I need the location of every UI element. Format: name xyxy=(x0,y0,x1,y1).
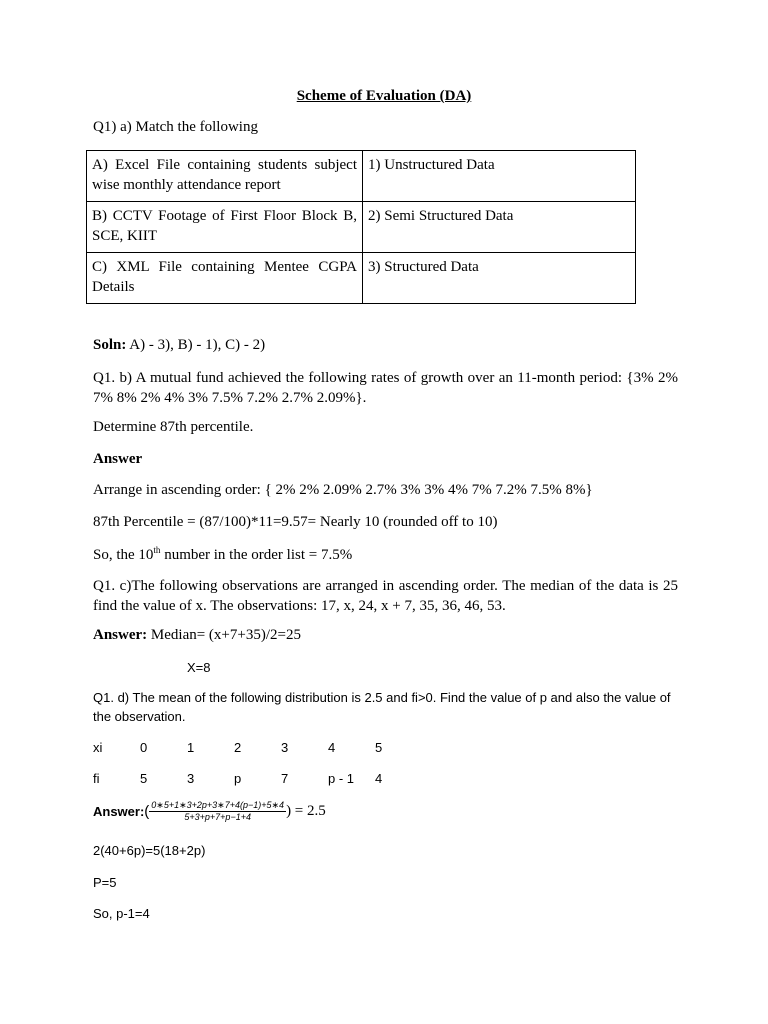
table-cell-left: B) CCTV Footage of First Floor Block B, SCE, KIIT xyxy=(87,202,363,253)
conclusion-sup: th xyxy=(153,545,161,555)
q1a-heading: Q1) a) Match the following xyxy=(93,119,258,135)
table-row xyxy=(87,253,636,304)
match-table xyxy=(86,150,636,304)
xi-cell: xi xyxy=(93,740,103,755)
soln-label: Soln: xyxy=(93,337,127,353)
table-row xyxy=(87,202,636,253)
table-cell-right: 3) Structured Data xyxy=(363,253,636,304)
page-title: Scheme of Evaluation (DA) xyxy=(296,88,472,104)
conclusion-suffix: number in the order list = 7.5% xyxy=(160,547,353,563)
fi-cell: 5 xyxy=(140,771,148,786)
fraction-denominator: 5+3+p+7+p−1+4 xyxy=(184,812,251,822)
q1b-determine: Determine 87th percentile. xyxy=(93,419,254,435)
table-cell-left: C) XML File containing Mentee CGPA Details xyxy=(87,253,363,304)
fi-row xyxy=(93,771,422,786)
q1c-answer xyxy=(93,627,301,644)
q1c-answer-label: Answer: xyxy=(93,627,148,643)
xi-cell: 0 xyxy=(140,740,148,755)
table-cell-left: A) Excel File containing students subject wise monthly attendance report xyxy=(87,151,363,202)
q1a-solution xyxy=(93,337,265,354)
q1d-step2: P=5 xyxy=(93,875,117,890)
q1b-question: Q1. b) A mutual fund achieved the following rates of growth over an 11-month period: {3% 2% 7% 8% 2% 4% 3% 7.5% 7.2% 2.7% 2.09%}. xyxy=(93,370,678,406)
q1d-answer-label: Answer: xyxy=(93,804,145,819)
equation-result: ) = 2.5 xyxy=(286,803,326,819)
q1d-answer-equation xyxy=(93,800,326,823)
table-cell-right: 2) Semi Structured Data xyxy=(363,202,636,253)
q1c-question: Q1. c)The following observations are arranged in ascending order. The median of the data is 25 find the value of x. The observations: 17, x, 24, x + 7, 35, 36, 46, 53. xyxy=(93,578,678,614)
fraction-numerator: 0∗5+1∗3+2p+3∗7+4(p−1)+5∗4 xyxy=(151,800,285,810)
soln-text: A) - 3), B) - 1), C) - 2) xyxy=(126,337,266,353)
q1d-question: Q1. d) The mean of the following distribution is 2.5 and fi>0. Find the value of p and also the value of the observation. xyxy=(93,690,671,724)
xi-cell: 3 xyxy=(281,740,289,755)
xi-row xyxy=(93,740,422,755)
q1d-step1: 2(40+6p)=5(18+2p) xyxy=(93,843,206,858)
q1b-conclusion xyxy=(93,545,352,564)
q1b-answer-label: Answer xyxy=(93,451,143,467)
fi-cell: p xyxy=(234,771,242,786)
q1b-arrange: Arrange in ascending order: { 2% 2% 2.09% 2.7% 3% 3% 4% 7% 7.2% 7.5% 8%} xyxy=(93,482,593,498)
fi-cell: 3 xyxy=(187,771,195,786)
table-row xyxy=(87,151,636,202)
xi-cell: 5 xyxy=(375,740,383,755)
conclusion-prefix: So, the 10 xyxy=(93,547,154,563)
xi-cell: 1 xyxy=(187,740,195,755)
q1c-result: X=8 xyxy=(187,660,211,675)
open-paren: ( xyxy=(144,803,150,820)
fraction xyxy=(149,800,286,823)
xi-cell: 2 xyxy=(234,740,242,755)
table-cell-right: 1) Unstructured Data xyxy=(363,151,636,202)
fi-cell: 4 xyxy=(375,771,383,786)
q1c-answer-text: Median= (x+7+35)/2=25 xyxy=(147,627,301,643)
q1b-percentile: 87th Percentile = (87/100)*11=9.57= Nearly 10 (rounded off to 10) xyxy=(93,514,498,530)
fi-cell: 7 xyxy=(281,771,289,786)
fi-cell: fi xyxy=(93,771,100,786)
q1d-step3: So, p-1=4 xyxy=(93,906,150,921)
xi-cell: 4 xyxy=(328,740,336,755)
fi-cell: p - 1 xyxy=(328,771,355,786)
